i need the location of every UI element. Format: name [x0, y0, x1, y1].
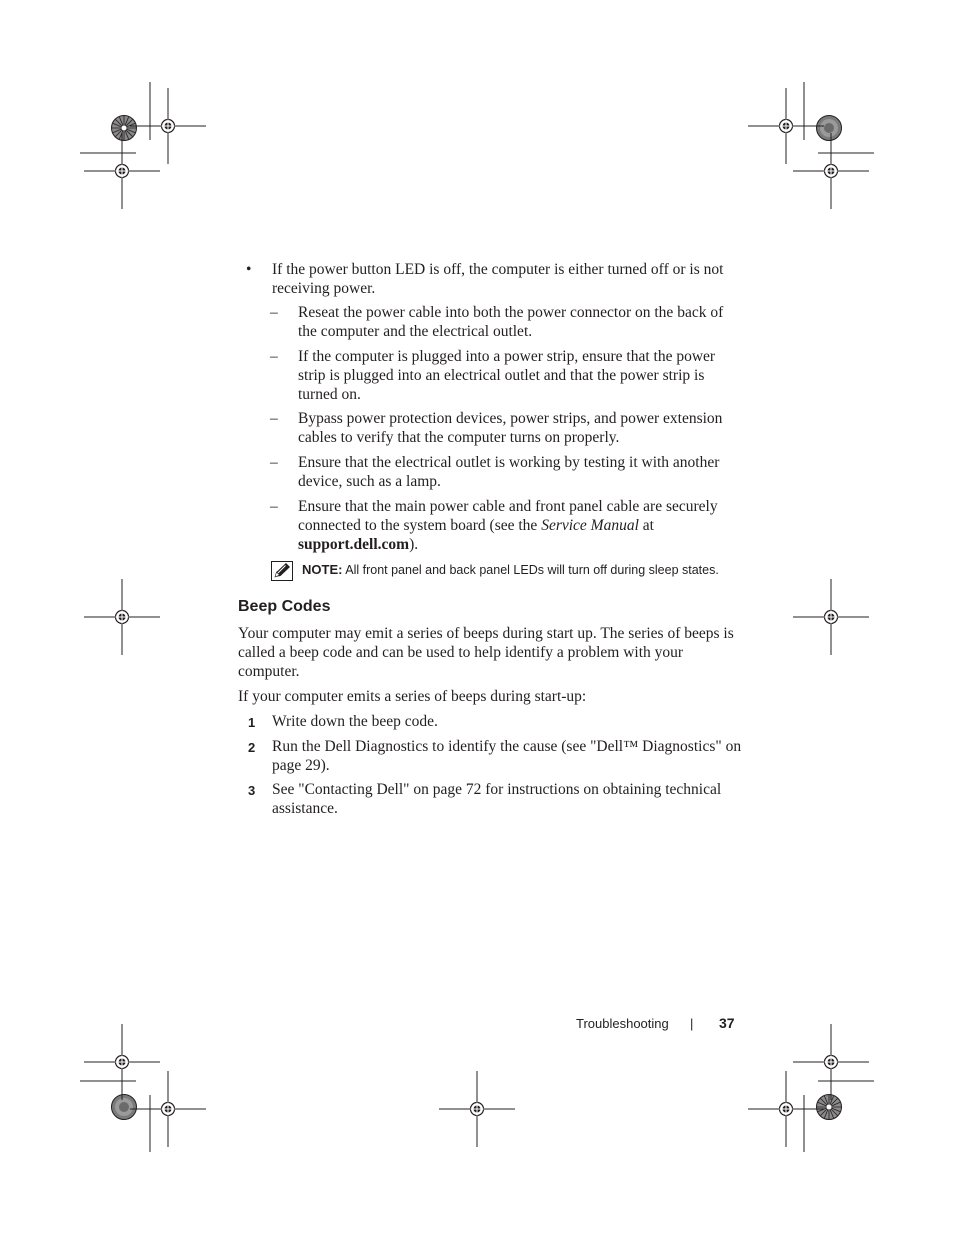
dash-marker: – [270, 498, 278, 515]
dash-text: Ensure that the electrical outlet is working by testing it with another device, such as a lamp. [298, 454, 720, 490]
step-number: 3 [248, 783, 256, 798]
dash-marker: – [270, 304, 278, 321]
note-label: NOTE: [302, 562, 343, 577]
step-text: Write down the beep code. [272, 713, 438, 730]
dash-text [298, 497, 738, 554]
step-number: 2 [248, 740, 256, 755]
footer-separator: | [690, 1016, 694, 1031]
dash-text-part: at [638, 517, 654, 534]
step-text: See "Contacting Dell" on page 72 for instructions on obtaining technical assistance. [272, 781, 722, 817]
support-link[interactable]: support.dell.com [298, 536, 410, 553]
paragraph: If your computer emits a series of beeps during start-up: [238, 688, 587, 705]
dash-marker: – [270, 348, 278, 365]
note-body: All front panel and back panel LEDs will turn off during sleep states. [342, 563, 719, 577]
page-number: 37 [719, 1015, 735, 1031]
dash-marker: – [270, 410, 278, 427]
note-pencil-icon [271, 561, 293, 581]
dash-text-part: ). [409, 536, 419, 553]
dash-text-part: Ensure that the main power cable and front panel cable are securely connected to the system board (see the [298, 498, 718, 534]
service-manual-title: Service Manual [541, 517, 639, 534]
step-number: 1 [248, 715, 256, 730]
dash-text: If the computer is plugged into a power strip, ensure that the power strip is plugged into an electrical outlet and that the power strip is turned on. [298, 348, 716, 403]
bullet-marker: • [246, 261, 252, 278]
dash-text: Bypass power protection devices, power strips, and power extension cables to verify that the computer turns on properly. [298, 410, 723, 446]
dash-marker: – [270, 454, 278, 471]
note-text [302, 562, 742, 578]
dash-text: Reseat the power cable into both the power connector on the back of the computer and the electrical outlet. [298, 304, 724, 340]
step-text: Run the Dell Diagnostics to identify the cause (see "Dell™ Diagnostics" on page 29). [272, 738, 742, 774]
footer-section-title: Troubleshooting [576, 1016, 669, 1031]
bullet-text: If the power button LED is off, the computer is either turned off or is not receiving power. [272, 261, 724, 297]
section-heading: Beep Codes [238, 598, 331, 615]
paragraph: Your computer may emit a series of beeps during start up. The series of beeps is called a beep code and can be used to help identify a problem with your computer. [238, 625, 734, 680]
